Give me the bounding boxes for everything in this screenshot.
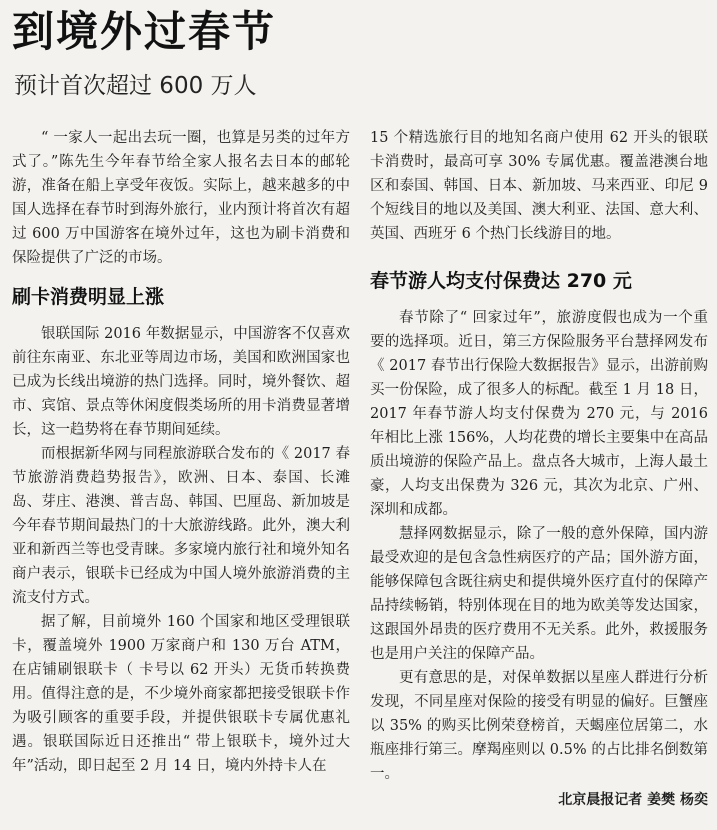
section-heading-card-spending: 刷卡消费明显上涨 (12, 286, 165, 308)
headline: 到境外过春节 (12, 7, 277, 56)
section-heading-insurance: 春节游人均支付保费达 270 元 (370, 270, 632, 292)
subheadline: 预计首次超过 600 万人 (14, 73, 257, 99)
paragraph-insurance-products: 慧择网数据显示，除了一般的意外保障，国内游最受欢迎的是包含急性病医疗的产品；国外游方面，能够保障包含既往病史和提供境外医疗直付的保障产品持续畅销，特别体现在目的地为欧美等发达国家，这跟国外昂贵的医疗费用不无关系。此外，救援服务也是用户关注的保障产品。 (370, 526, 708, 662)
paragraph-intro: “ 一家人一起出去玩一圈，也算是另类的过年方式了。”陈先生今年春节给全家人报名去日本的邮轮游，准备在船上享受年夜饭。实际上，越来越多的中国人选择在春节时到海外旅行，业内预计将首次有超过 600 万中国游客在境外过年，这也为刷卡消费和保险提供了广泛的市场。 (12, 130, 350, 266)
article-left-column (12, 126, 350, 778)
paragraph-unionpay-data: 银联国际 2016 年数据显示，中国游客不仅喜欢前往东南亚、东北亚等周边市场，美国和欧洲国家也已成为长线出境游的热门选择。同时，境外餐饮、超市、宾馆、景点等休闲度假类场所的用卡消费显著增长，这一趋势将在春节期间延续。 (12, 326, 350, 438)
paragraph-insurance-report: 春节除了“ 回家过年”，旅游度假也成为一个重要的选择项。近日，第三方保险服务平台慧择网发布《 2017 春节出行保险大数据报告》显示，出游前购买一份保险，成了很多人的标配。截至 1 月 18 日，2017 年春节游人均支付保费为 270 元，与 2016 年相比上涨 156%，人均花费的增长主要集中在高品质出境游的保险产品上。盘点各大城市，上海人最土豪，人均支出保费为 326 元，其次为北京、广州、深圳和成都。 (370, 310, 708, 518)
article-right-column (370, 126, 708, 810)
paragraph-zodiac-analysis: 更有意思的是，对保单数据以星座人群进行分析发现，不同星座对保险的接受有明显的偏好。巨蟹座以 35% 的购买比例荣登榜首，天蝎座位居第二，水瓶座排行第三。摩羯座则以 0.5% 的占比排名倒数第一。 (370, 670, 708, 782)
paragraph-unionpay-coverage: 据了解，目前境外 160 个国家和地区受理银联卡，覆盖境外 1900 万家商户和 130 万台 ATM，在店铺刷银联卡（ 卡号以 62 开头）无货币转换费用。值得注意的是，不少境外商家都把接受银联卡作为吸引顾客的重要手段，并提供银联卡专属优惠礼遇。银联国际近日还推出“ 带上银联卡，境外过大年”活动，即日起至 2 月 14 日，境内外持卡人在 (12, 614, 350, 774)
byline: 北京晨报记者 姜樊 杨奕 (558, 792, 708, 808)
paragraph-travel-report: 而根据新华网与同程旅游联合发布的《 2017 春节旅游消费趋势报告》，欧洲、日本、泰国、长滩岛、芽庄、港澳、普吉岛、韩国、巴厘岛、新加坡是今年春节期间最热门的十大旅游线路。此外，澳大利亚和新西兰等也受青睐。多家境内旅行社和境外知名商户表示，银联卡已经成为中国人境外旅游消费的主流支付方式。 (12, 446, 350, 606)
paragraph-continued: 15 个精选旅行目的地知名商户使用 62 开头的银联卡消费时，最高可享 30% 专属优惠。覆盖港澳台地区和泰国、韩国、日本、新加坡、马来西亚、印尼 9 个短线目的地以及美国、澳大利亚、法国、意大利、英国、西班牙 6 个热门长线游目的地。 (370, 130, 708, 242)
